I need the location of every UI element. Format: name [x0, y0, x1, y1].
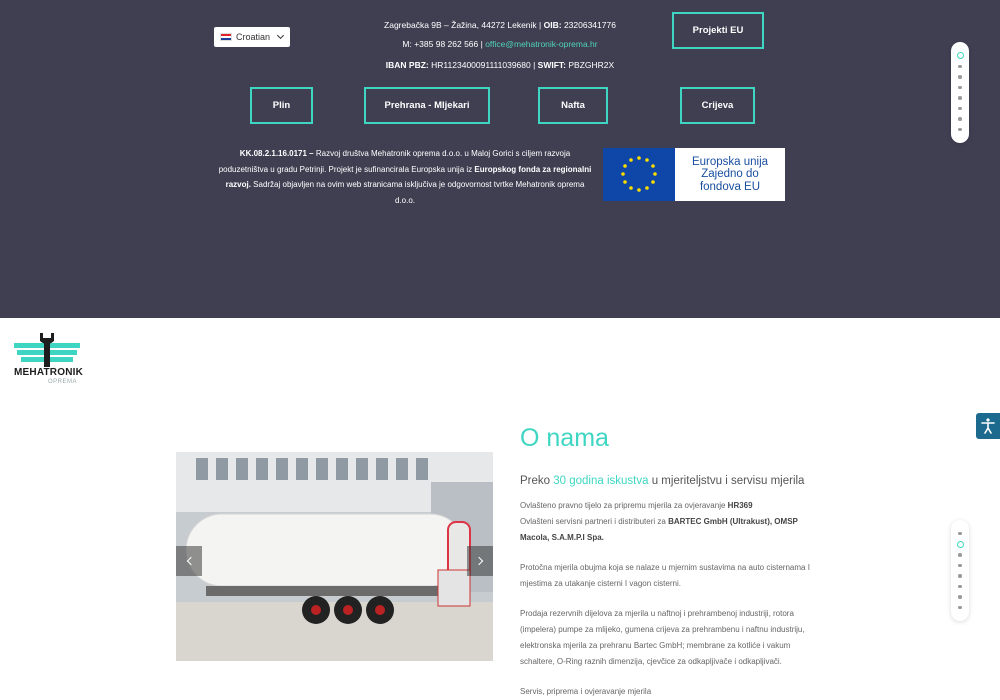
tagline-pre: Preko — [520, 475, 551, 487]
accessibility-icon — [981, 418, 995, 434]
section-dot[interactable] — [958, 553, 962, 557]
about-p3: Prodaja rezervnih dijelova za mjerila u naftnoj i prehrambenoj industriji, rotora (impelera) pumpe za mlijeko, gumena crijeva za prehrambenu i naftnu industriju, elektronska mjerila za prehranu Bartec GmbH; membrane za kotliće i vakum schaltere, O-Ring raznih dimenzija, cjevčice za odkapljivače i odkapljivači. — [520, 609, 805, 666]
about-p2: Protočna mjerila obujma koja se nalaze u mjernim sustavima na auto cisternama I mjestima za utakanje cisterni I vagon cisterni. — [520, 563, 810, 588]
section-dot[interactable] — [958, 574, 962, 578]
tanker-truck-image — [176, 452, 493, 661]
section-dot[interactable] — [958, 595, 962, 599]
eu-line-1: Europska unija — [691, 155, 769, 168]
eu-banner-text — [675, 156, 785, 194]
section-dot[interactable] — [957, 541, 964, 548]
contact-info: Zagrebačka 9B – Žažina, 44272 Lekenik | OIB: 23206341776 M: +385 98 262 566 | office@mehatronik-oprema.hr IBAN PBZ: HR1123400091111039680 | SWIFT: PBZGHR2X — [384, 20, 616, 70]
eu-line-2: Zajedno do — [701, 168, 759, 181]
swift-label: SWIFT: — [537, 60, 566, 70]
plin-button[interactable]: Plin — [250, 87, 313, 124]
section-dot[interactable] — [958, 75, 962, 79]
crijeva-button[interactable]: Crijeva — [680, 87, 755, 124]
about-p1-b: HR369 — [727, 501, 753, 510]
logo-name: MEHATRONIK — [14, 367, 84, 378]
section-dot[interactable] — [958, 96, 962, 100]
email-link[interactable]: office@mehatronik-oprema.hr — [485, 39, 598, 49]
oib-value: 23206341776 — [563, 20, 616, 30]
about-body — [520, 498, 815, 700]
slider-prev-button[interactable] — [176, 546, 202, 576]
accessibility-button[interactable] — [976, 413, 1000, 439]
section-dot-nav-lower — [951, 520, 969, 621]
tagline-post: u mjeriteljstvu i servisu mjerila — [651, 475, 805, 487]
projekti-eu-button[interactable]: Projekti EU — [672, 12, 764, 49]
about-tagline — [520, 475, 804, 487]
section-dot[interactable] — [958, 107, 962, 111]
section-dot-nav — [951, 42, 969, 143]
logo-sub: OPREMA — [48, 379, 78, 385]
section-dot[interactable] — [958, 564, 962, 568]
section-dot[interactable] — [958, 128, 962, 132]
iban-label: IBAN PBZ: — [385, 60, 429, 70]
about-p4: Servis, priprema i ovjeravanje mjerila — [520, 687, 652, 696]
slider-next-button[interactable] — [467, 546, 493, 576]
chevron-right-icon — [474, 557, 482, 565]
section-dot[interactable] — [958, 606, 962, 610]
tagline-highlight: 30 godina iskustva — [553, 475, 649, 487]
about-p1-a: Ovlašteno pravno tijelo za pripremu mjerila za ovjeravanje — [520, 501, 726, 510]
project-code: KK.08.2.1.16.0171 – — [239, 149, 314, 158]
section-dot[interactable] — [958, 86, 962, 90]
phone-label: M: — [402, 39, 412, 49]
nafta-button[interactable]: Nafta — [538, 87, 608, 124]
oib-label: OIB: — [543, 20, 562, 30]
about-p1-c: Ovlašteni servisni partneri i distributeri za — [520, 517, 666, 526]
eu-flag-icon — [603, 148, 675, 201]
iban-value: HR1123400091111039680 — [431, 60, 531, 70]
section-dot[interactable] — [958, 532, 962, 536]
eu-line-3: fondova EU — [699, 180, 761, 193]
address: Zagrebačka 9B – Žažina, 44272 Lekenik — [384, 20, 537, 30]
project-text-1: Razvoj društva Mehatronik oprema d.o.o. u Maloj Gorici s ciljem razvoja poduzetništva u gradu Petrinji. Projekt je sufinancirala Europska unija iz — [218, 149, 571, 174]
chevron-down-icon — [277, 32, 284, 39]
project-fund: Europskog fonda za regionalni razvoj. — [225, 164, 592, 189]
section-dot[interactable] — [958, 585, 962, 589]
project-text-2: Sadržaj objavljen na ovim web stranicama isključiva je odgovornost tvrtke Mehatronik oprema d.o.o. — [253, 180, 585, 205]
language-select[interactable] — [214, 27, 290, 47]
section-dot[interactable] — [957, 52, 964, 59]
about-title: O nama — [520, 424, 609, 452]
eu-funds-banner[interactable] — [603, 148, 785, 201]
section-dot[interactable] — [958, 117, 962, 121]
phone-value: +385 98 262 566 — [414, 39, 479, 49]
swift-value: PBZGHR2X — [568, 60, 615, 70]
about-p1-d: BARTEC GmbH (Ultrakust), OMSP Macola, S.A.M.P.I Spa. — [520, 517, 798, 542]
prehrana-button[interactable]: Prehrana - Mljekari — [364, 87, 490, 124]
chevron-left-icon — [186, 557, 194, 565]
language-label: Croatian — [236, 32, 271, 42]
section-dot[interactable] — [958, 65, 962, 69]
croatia-flag-icon — [220, 33, 232, 41]
project-notice — [215, 146, 595, 208]
